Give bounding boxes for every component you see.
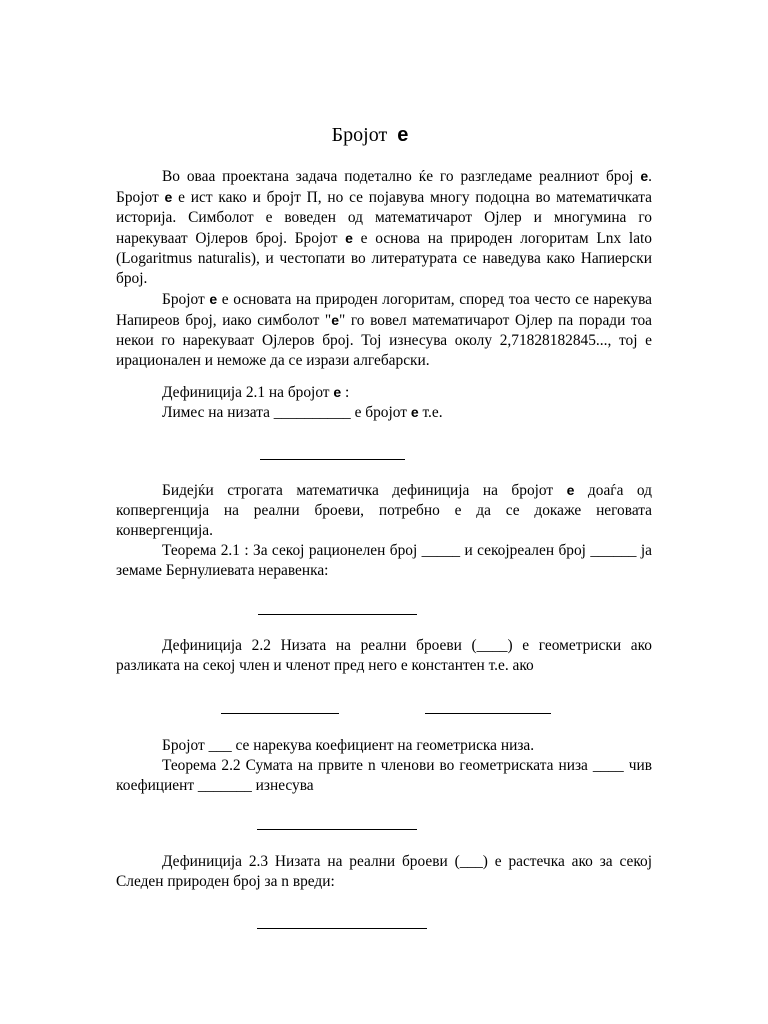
limit-text: Лимес на низата __________ е бројот <box>162 404 411 421</box>
limit-line <box>162 402 443 423</box>
theorem-2-1: Теорема 2.1 : За секој рационелен број _____ и секојреален број ______ ја земаме Бернулиевата неравенка: <box>116 542 652 579</box>
paragraph-strict <box>116 480 652 541</box>
paragraph-text: доаѓа од копвергенција на реални броеви, потребно е да се докаже неговата конвергенција. <box>116 482 652 539</box>
definition-text: : <box>341 384 350 401</box>
formula-placeholder-line <box>257 928 427 929</box>
paragraph-intro <box>116 166 652 289</box>
definition-2-3-block <box>116 852 652 892</box>
formula-placeholder-line <box>221 713 339 714</box>
title-text: Бројот <box>331 124 388 146</box>
definition-2-1 <box>162 382 349 403</box>
symbol-e: e <box>331 312 339 328</box>
definition-2-2: Дефиниција 2.2 Низата на реални броеви (____) е геометриски ако разликата на секој член и членот пред него е константен т.е. ако <box>116 637 652 674</box>
paragraph-base <box>116 289 652 371</box>
theorem-2-2: Теорема 2.2 Сумата на првите n членови во геометриската низа ____ чив коефициент _______ изнесува <box>116 757 652 794</box>
formula-placeholder-line <box>260 459 405 460</box>
theorem-2-2-block <box>116 756 652 796</box>
formula-placeholder-line <box>257 829 417 830</box>
symbol-e: e <box>209 291 218 307</box>
intro-paragraphs <box>116 166 652 371</box>
formula-placeholder-line <box>258 614 417 615</box>
paragraph-text: Во оваа проектана задача подетално ќе го разгледаме реалниот број <box>162 168 641 185</box>
symbol-e: e <box>345 230 353 246</box>
page-title <box>0 123 740 147</box>
symbol-e: e <box>566 482 575 498</box>
symbol-e: e <box>164 189 173 205</box>
paragraph-text: . Бројот <box>116 168 652 206</box>
symbol-e: e <box>640 168 649 184</box>
limit-text: т.е. <box>418 404 443 421</box>
paragraph-text: е основа на природен логоритам Lnx lato (Logaritmus naturalis), и честопати во литературата се наведува како Напиерски број. <box>116 230 652 287</box>
definition-2-3: Дефиниција 2.3 Низата на реални броеви (___) е растечка ако за секој Следен природен број за n вреди: <box>116 853 652 890</box>
formula-placeholder-line <box>425 713 551 714</box>
paragraph-text: Бидејќи строгата математичка дефиниција на бројот <box>162 482 567 499</box>
symbol-e: e <box>410 404 419 420</box>
paragraph-text: " го вовел математичарот Ојлер па поради тоа некои го нарекуваат Ојлеров број. Тој изнесува околу 2,71828182845..., тој е ирационален и неможе да се изрази алгебарски. <box>116 312 652 369</box>
symbol-e: e <box>333 384 342 400</box>
convergence-block <box>116 480 652 581</box>
title-symbol: e <box>397 124 409 146</box>
paragraph-text: е ист како и бројт П, но се појавува многу подоцна во математичката историја. Симболот е воведен од математичарот Ојлер и многумина го нарекуваат Ојлеров број. Бројот <box>116 189 652 247</box>
ratio-line: Бројот ___ се нарекува коефициент на геометриска низа. <box>162 737 535 754</box>
paragraph-text: е основата на природен логоритам, според тоа често се нарекува Напиреов број, иако симболот " <box>116 291 652 329</box>
definition-text: Дефиниција 2.1 на бројот <box>162 384 334 401</box>
paragraph-text: Бројот <box>162 291 210 308</box>
definition-2-2-block <box>116 636 652 676</box>
